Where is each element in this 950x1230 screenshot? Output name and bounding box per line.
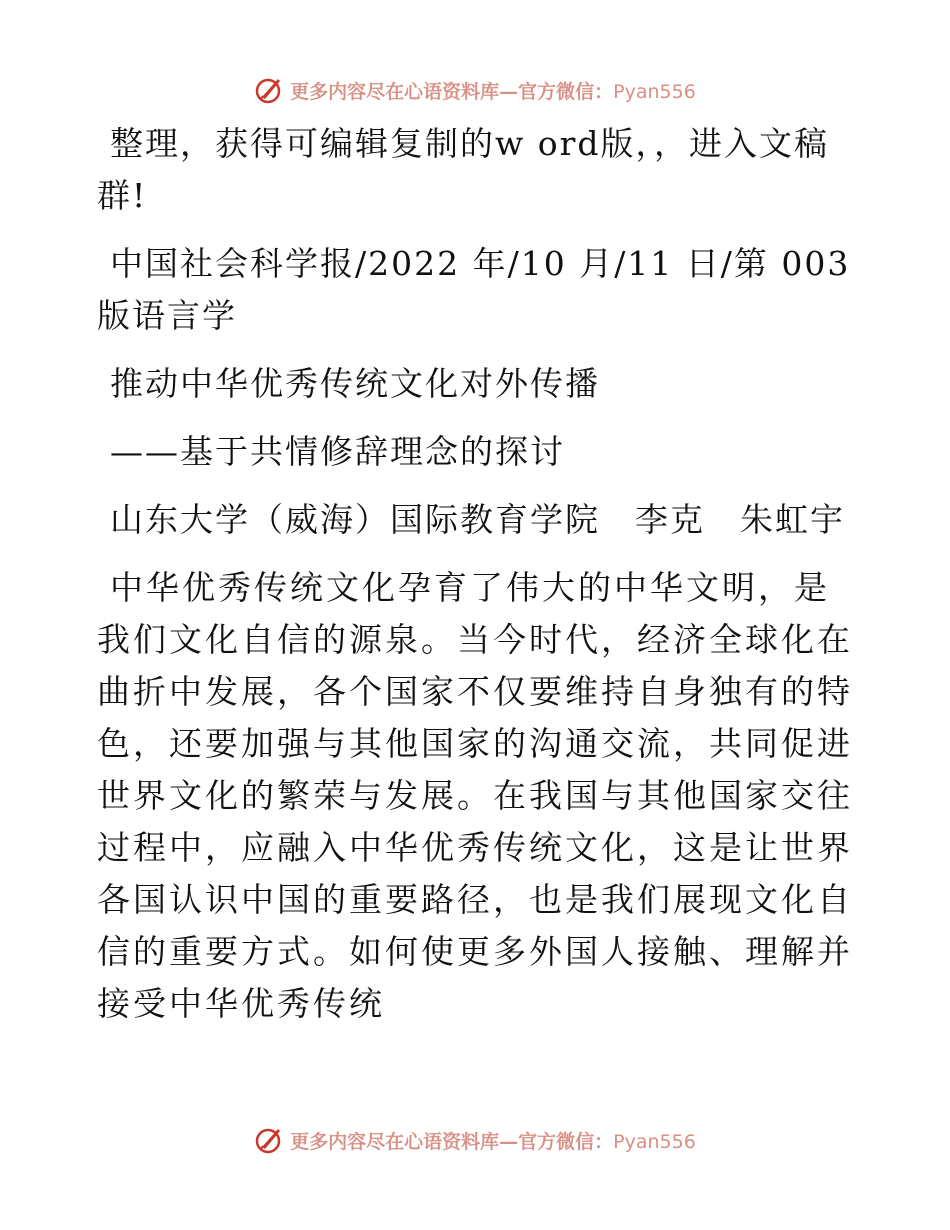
intro-note: 整理，获得可编辑复制的w ord版，，进入文稿群! (97, 124, 830, 215)
article-subtitle: ——基于共情修辞理念的探讨 (110, 432, 565, 471)
author-line: 山东大学（威海）国际教育学院 李克 朱虹宇 (110, 500, 845, 539)
article-title: 推动中华优秀传统文化对外传播 (110, 364, 600, 403)
banner-label (290, 77, 696, 104)
body-paragraph: 中华优秀传统文化孕育了伟大的中华文明，是我们文化自信的源泉。当今时代，经济全球化在曲折中发展，各个国家不仅要维持自身独有的特色，还要加强与其他国家的沟通交流，共同促进世界文化的繁荣与发展。在我国与其他国家交往过程中，应融入中华优秀传统文化，这是让世界各国认识中国的重要路径，也是我们展现文化自信的重要方式。如何使更多外国人接触、理解并接受中华优秀传统 (97, 568, 853, 1023)
banner-wechat: Pyan556 (613, 80, 696, 103)
header-banner (0, 70, 950, 110)
banner-wechat: Pyan556 (613, 1130, 696, 1153)
quill-pen-logo-icon (254, 1125, 284, 1155)
document-body (97, 118, 857, 1046)
banner-text: 更多内容尽在心语资料库—官方微信： (290, 80, 614, 103)
banner-label (290, 1127, 696, 1154)
footer-banner (0, 1120, 950, 1160)
banner-text: 更多内容尽在心语资料库—官方微信： (290, 1130, 614, 1153)
quill-pen-logo-icon (254, 75, 284, 105)
source-line: 中国社会科学报/2022 年/10 月/11 日/第 003 版语言学 (97, 244, 851, 335)
